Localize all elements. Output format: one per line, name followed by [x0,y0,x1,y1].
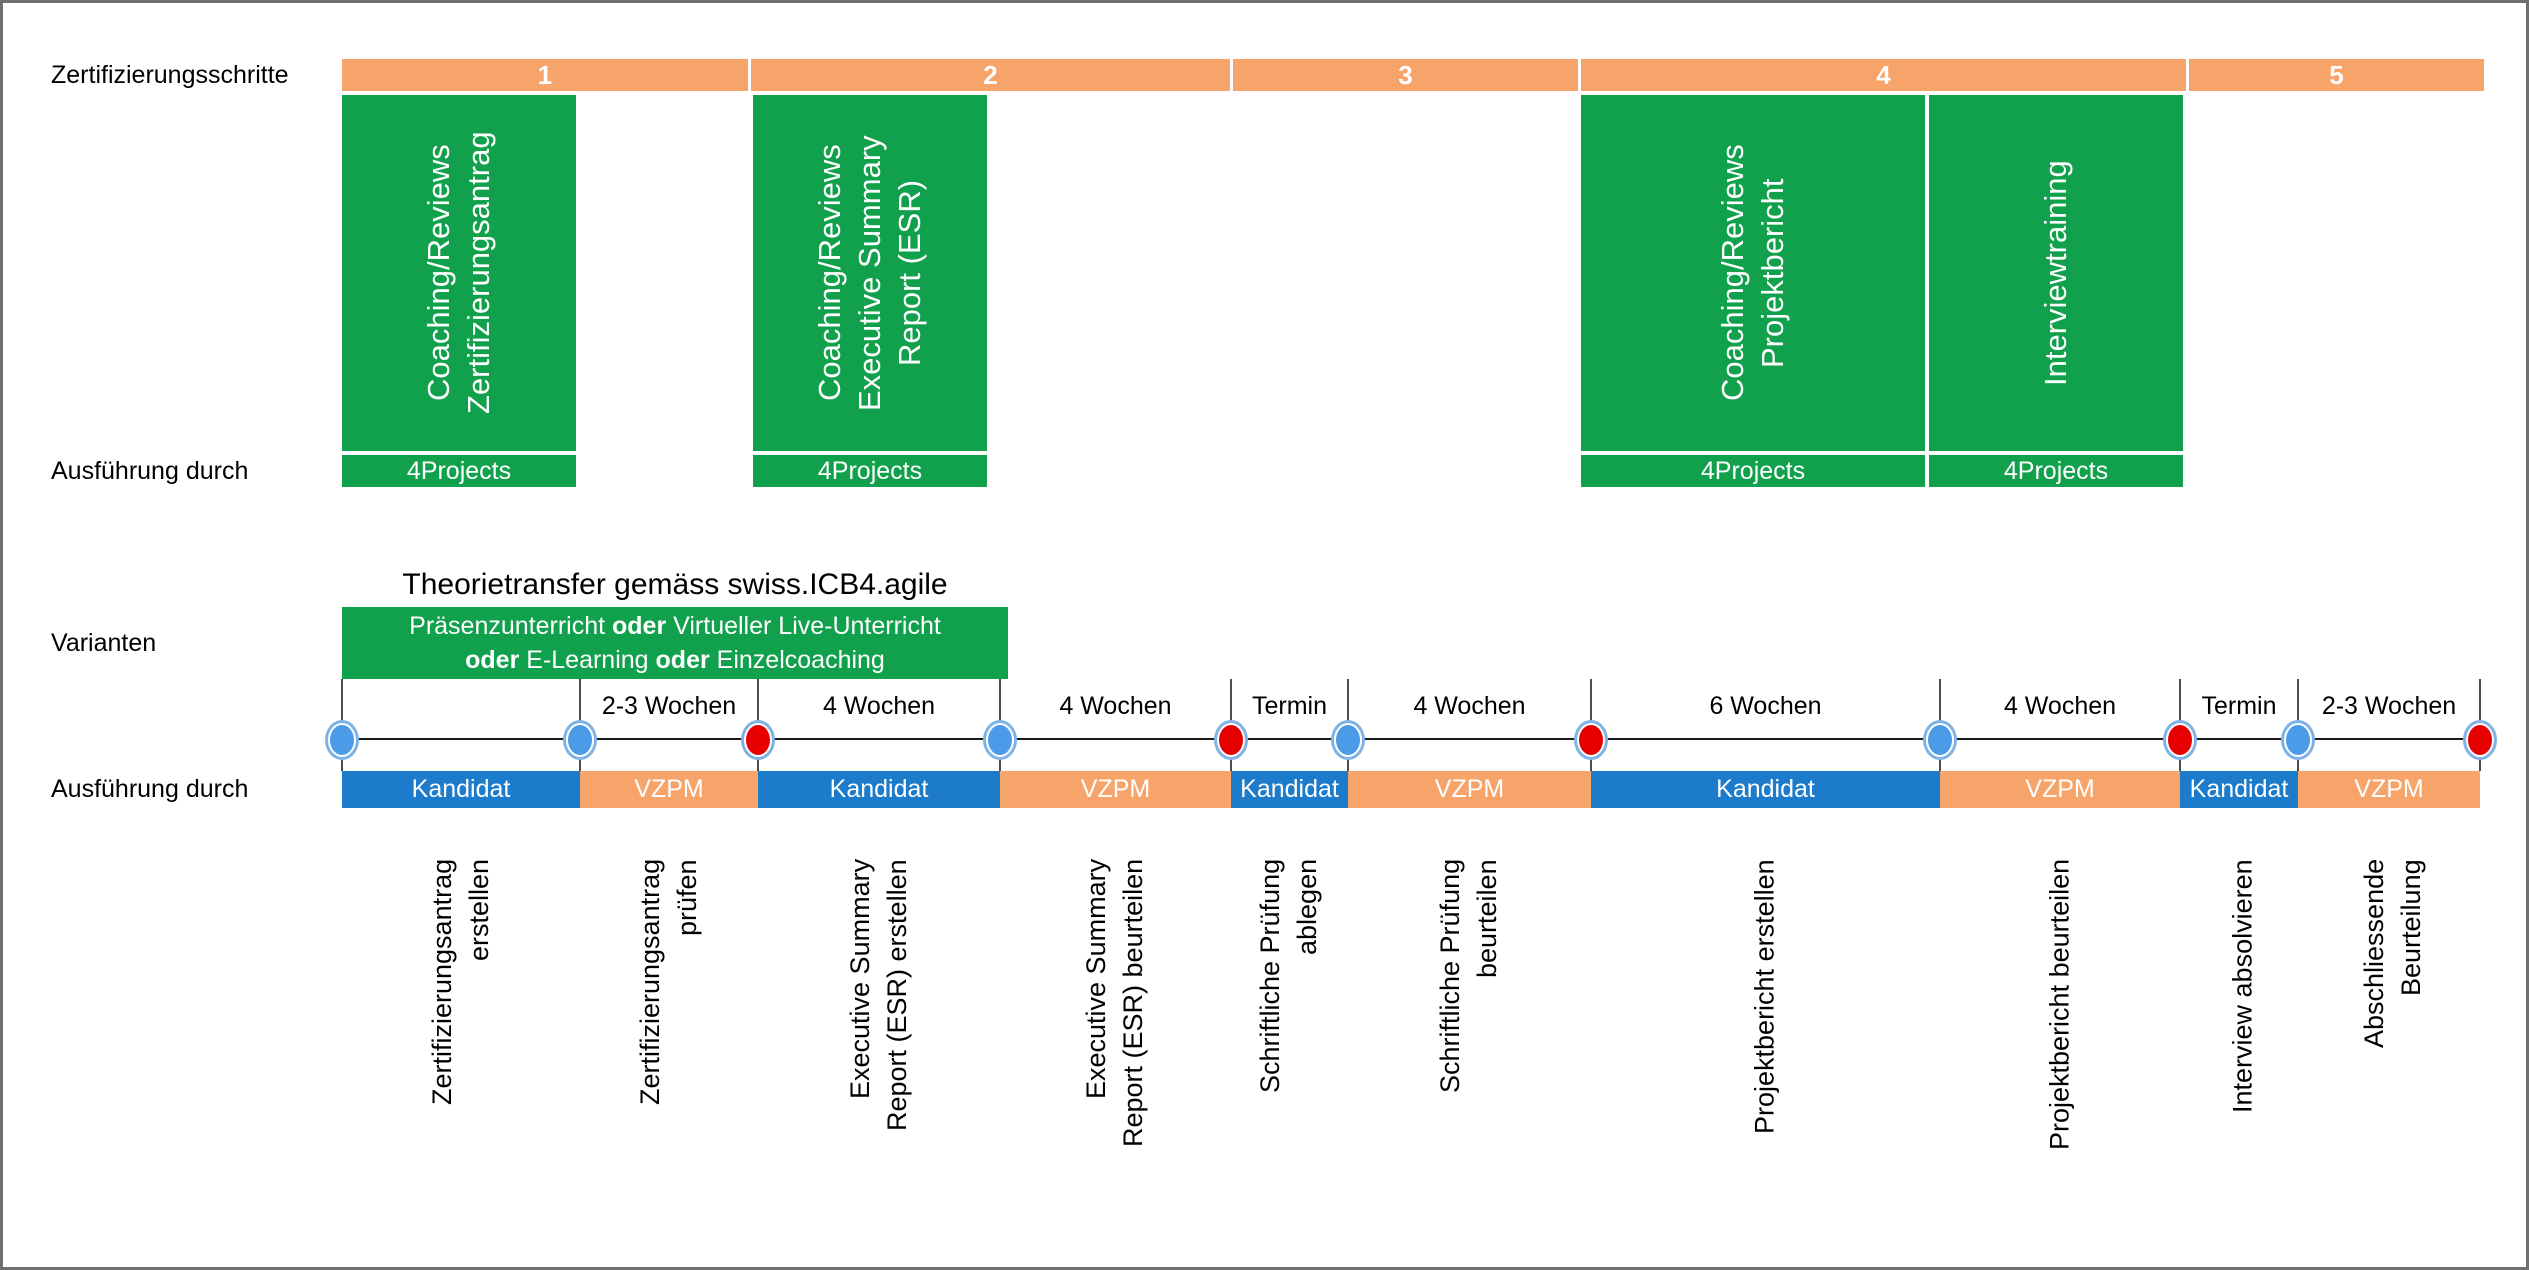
step-header-3: 3 [1233,59,1578,91]
role-segment: Kandidat [1231,771,1348,808]
milestone-dot-fill [988,725,1012,755]
coaching-box-text: Coaching/Reviews Projektbericht [1715,144,1790,402]
duration-label: 4 Wochen [822,692,936,720]
milestone-dot [1214,720,1248,760]
milestone-dot-fill [1928,725,1952,755]
task-label: Executive Summary Report (ESR) erstellen [845,859,912,1131]
row-label-zertifizierungsschritte: Zertifizierungsschritte [51,61,289,89]
role-segment: Kandidat [1591,771,1940,808]
milestone-dot [325,720,359,760]
role-segment: Kandidat [2180,771,2298,808]
coaching-box-interviewtraining [1929,95,2183,451]
milestone-dot [2463,720,2497,760]
milestone-dot-fill [2468,725,2492,755]
provider-bar: 4Projects [753,455,987,487]
theory-transfer-title: Theorietransfer gemäss swiss.ICB4.agile [402,568,948,601]
milestone-dot-fill [1219,725,1243,755]
role-segment: VZPM [1348,771,1591,808]
task-label: Zertifizierungsantrag prüfen [635,859,702,1106]
task-label: Interview absolvieren [2227,859,2258,1113]
coaching-box-projektbericht [1581,95,1925,451]
coaching-box-text: Coaching/Reviews Zertifizierungsantrag [421,131,496,415]
row-label-ausfuehrung-durch-bottom: Ausführung durch [51,775,249,803]
task-label: Abschliessende Beurteilung [2359,859,2426,1049]
milestone-dot [1574,720,1608,760]
role-segment: VZPM [580,771,758,808]
milestone-dot [2281,720,2315,760]
variants-box [342,607,1008,679]
duration-label: 4 Wochen [1413,692,1526,720]
milestone-dot-fill [1336,725,1360,755]
milestone-dot [2163,720,2197,760]
coaching-box-text: Interviewtraining [2038,160,2073,386]
role-segment: VZPM [2298,771,2480,808]
step-header-1: 1 [342,59,748,91]
variants-line-2: oder E-Learning oder Einzelcoaching [465,646,885,674]
coaching-box-esr [753,95,987,451]
step-header-4: 4 [1581,59,2186,91]
step-header-5: 5 [2189,59,2484,91]
milestone-dot [741,720,775,760]
duration-label: 4 Wochen [2003,692,2117,720]
duration-label: 2-3 Wochen [2321,692,2457,720]
milestone-dot [1331,720,1365,760]
provider-bar: 4Projects [1581,455,1925,487]
milestone-dot-fill [746,725,770,755]
task-label: Executive Summary Report (ESR) beurteilen [1081,859,1148,1148]
coaching-box-text: Coaching/Reviews Executive Summary Report (ESR) [812,135,927,411]
duration-label: Termin [2201,692,2277,720]
milestone-dot-fill [568,725,592,755]
milestone-dot-fill [2168,725,2192,755]
task-label: Zertifizierungsantrag erstellen [427,859,494,1106]
variants-line-1: Präsenzunterricht oder Virtueller Live-Unterricht [409,612,941,640]
provider-bar: 4Projects [1929,455,2183,487]
milestone-dot [983,720,1017,760]
provider-bar: 4Projects [342,455,576,487]
duration-label: 4 Wochen [1059,692,1172,720]
coaching-box-zertifizierungsantrag [342,95,576,451]
task-label: Projektbericht erstellen [1749,859,1780,1134]
milestone-dot-fill [2286,725,2310,755]
step-header-2: 2 [751,59,1230,91]
milestone-dot [563,720,597,760]
task-label: Projektbericht beurteilen [2044,859,2075,1151]
role-segment: Kandidat [758,771,1000,808]
milestone-dot [1923,720,1957,760]
role-segment: Kandidat [342,771,580,808]
role-segment: VZPM [1940,771,2180,808]
role-segment: VZPM [1000,771,1231,808]
task-label: Schriftliche Prüfung ablegen [1255,859,1322,1094]
task-label: Schriftliche Prüfung beurteilen [1435,859,1502,1094]
duration-label: 6 Wochen [1709,692,1822,720]
milestone-dot-fill [1579,725,1603,755]
row-label-ausfuehrung-durch-top: Ausführung durch [51,457,249,485]
timeline-axis [342,738,2482,740]
milestone-dot-fill [330,725,354,755]
row-label-varianten: Varianten [51,629,157,657]
duration-label: 2-3 Wochen [601,692,737,720]
duration-label: Termin [1251,692,1327,720]
